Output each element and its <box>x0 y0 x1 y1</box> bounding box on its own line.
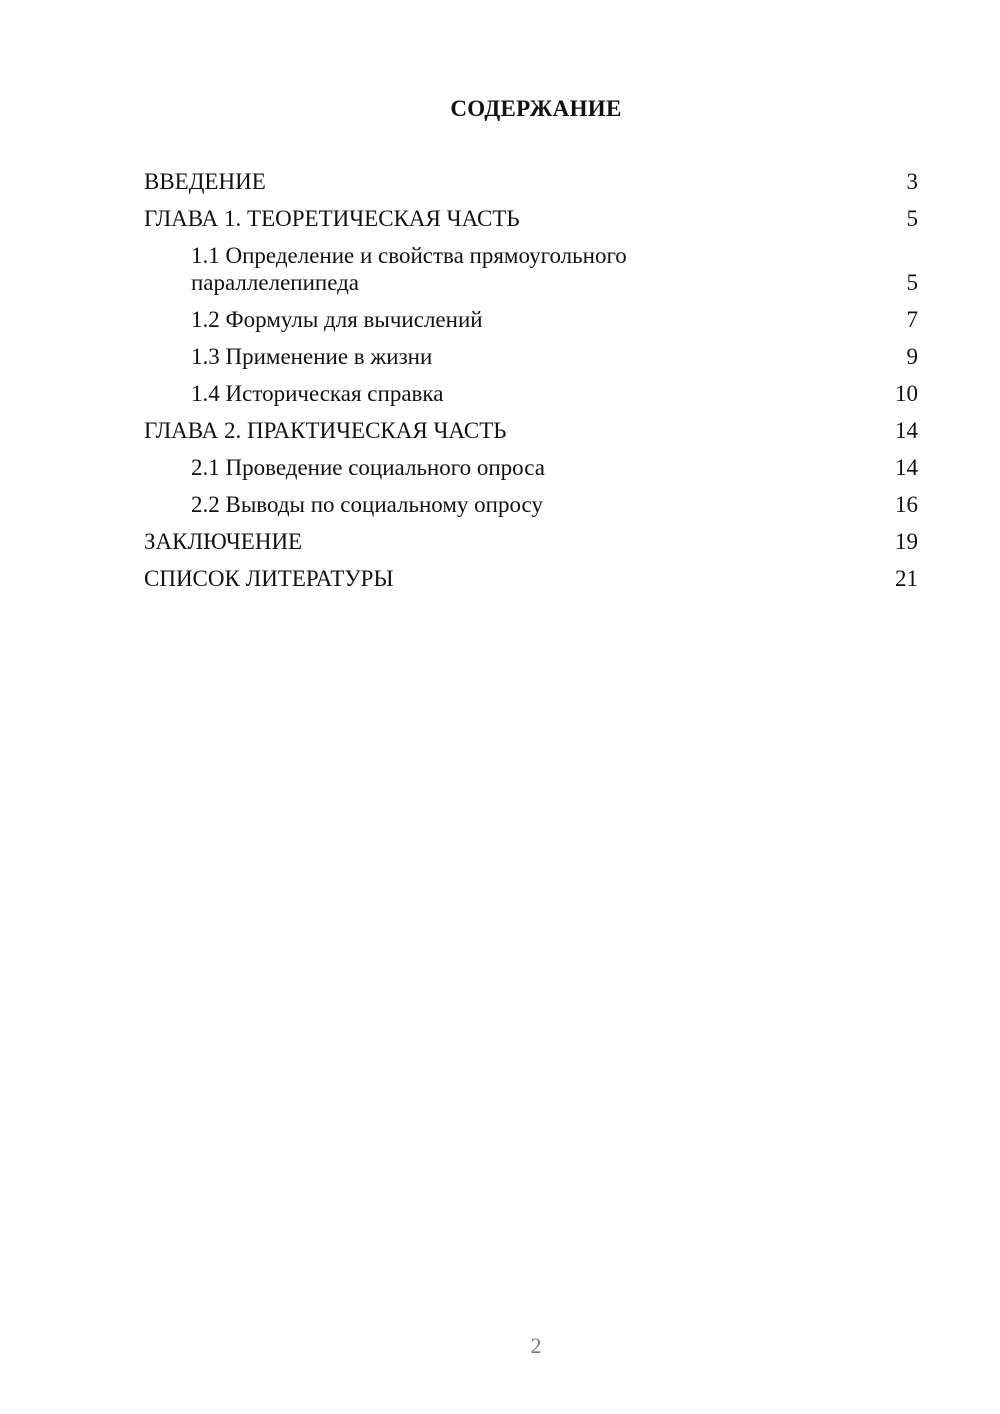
page-number: 2 <box>530 1333 542 1358</box>
toc-entry-label: 2.1 Проведение социального опроса <box>191 455 545 480</box>
toc-entry-page: 21 <box>895 566 918 591</box>
toc-entry-section-1-2[interactable] <box>144 306 918 333</box>
table-of-contents <box>144 168 918 602</box>
toc-entry-page: 10 <box>895 381 918 406</box>
toc-entry-page: 3 <box>906 169 918 194</box>
toc-entry-introduction[interactable] <box>144 168 918 195</box>
toc-entry-page: 5 <box>906 270 918 295</box>
toc-entry-label: 1.4 Историческая справка <box>191 381 444 406</box>
toc-entry-page: 19 <box>895 529 918 554</box>
toc-entry-page: 7 <box>906 307 918 332</box>
toc-entry-page: 16 <box>895 492 918 517</box>
toc-entry-page: 5 <box>906 206 918 231</box>
toc-entry-label: 1.3 Применение в жизни <box>191 344 433 369</box>
toc-entry-page: 14 <box>895 418 918 443</box>
toc-entry-references[interactable] <box>144 565 918 592</box>
toc-entry-section-1-3[interactable] <box>144 343 918 370</box>
toc-entry-label: ГЛАВА 2. ПРАКТИЧЕСКАЯ ЧАСТЬ <box>144 418 507 443</box>
toc-entry-label: ГЛАВА 1. ТЕОРЕТИЧЕСКАЯ ЧАСТЬ <box>144 206 520 231</box>
toc-entry-label: 1.2 Формулы для вычислений <box>191 307 483 332</box>
toc-entry-section-1-4[interactable] <box>144 380 918 407</box>
toc-entry-label: ЗАКЛЮЧЕНИЕ <box>144 529 303 554</box>
toc-entry-section-2-1[interactable] <box>144 454 918 481</box>
toc-entry-section-2-2[interactable] <box>144 491 918 518</box>
toc-entry-conclusion[interactable] <box>144 528 918 555</box>
toc-entry-label: 1.1 Определение и свойства прямоугольного параллелепипеда <box>191 243 627 295</box>
toc-entry-label: СПИСОК ЛИТЕРАТУРЫ <box>144 566 394 591</box>
toc-entry-section-1-1[interactable] <box>144 242 918 296</box>
toc-entry-page: 9 <box>906 344 918 369</box>
toc-entry-chapter-1[interactable] <box>144 205 918 232</box>
toc-entry-page: 14 <box>895 455 918 480</box>
toc-entry-chapter-2[interactable] <box>144 417 918 444</box>
toc-title: СОДЕРЖАНИЕ <box>450 96 622 121</box>
toc-entry-label: ВВЕДЕНИЕ <box>144 169 266 194</box>
toc-entry-label: 2.2 Выводы по социальному опросу <box>191 492 543 517</box>
